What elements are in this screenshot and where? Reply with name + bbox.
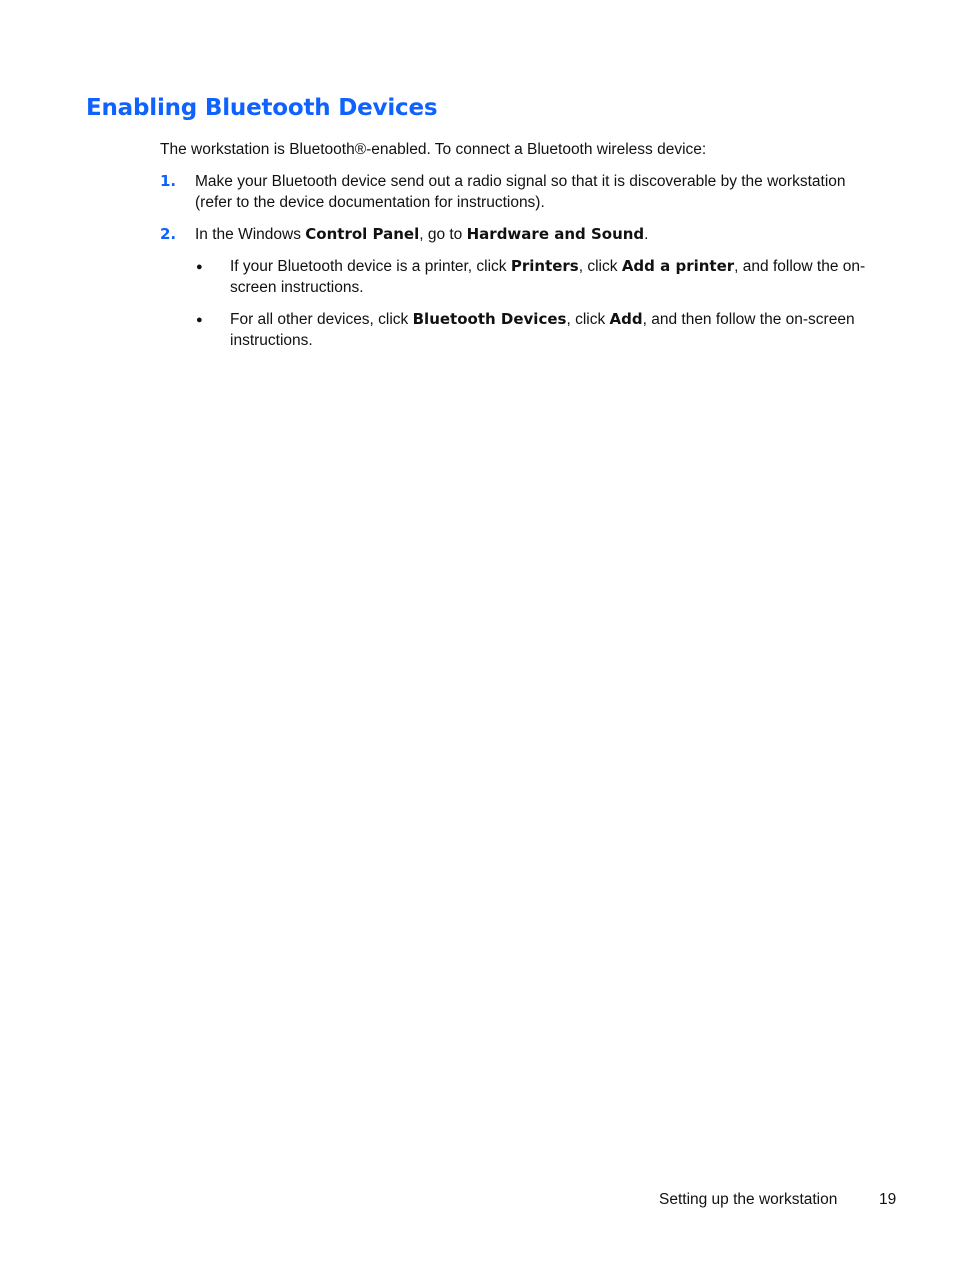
section-title: Enabling Bluetooth Devices <box>86 95 438 121</box>
footer-page-number: 19 <box>879 1191 897 1208</box>
intro-paragraph: The workstation is Bluetooth®-enabled. To connect a Bluetooth wireless device: <box>160 141 707 158</box>
step-2-bold-hardware-and-sound: Hardware and Sound <box>466 225 645 243</box>
bullet-1-bold-add-a-printer: Add a printer <box>621 257 735 275</box>
step-2-bold-control-panel: Control Panel <box>305 225 420 243</box>
bullet-2-marker: ● <box>196 314 203 326</box>
bullet-1-mid: , click <box>578 258 622 275</box>
bullet-2-bold-add: Add <box>609 310 643 328</box>
bullet-1-bold-printers: Printers <box>510 257 579 275</box>
step-1-text: Make your Bluetooth device send out a radio signal so that it is discoverable by the workstation (refer to the device documentation for instructions). <box>195 173 846 211</box>
bullet-2-mid: , click <box>566 311 610 328</box>
bullet-2-post: , and then follow the on-screen instructions. <box>230 311 855 349</box>
footer-chapter-title: Setting up the workstation <box>659 1191 838 1208</box>
bullet-2-text <box>230 309 885 351</box>
step-2-pre: In the Windows <box>195 226 306 243</box>
step-2-number: 2. <box>160 225 177 243</box>
bullet-1-post: , and follow the on-screen instructions. <box>230 258 866 296</box>
bullet-1-pre: If your Bluetooth device is a printer, click <box>230 258 511 275</box>
step-2-post: . <box>644 226 649 243</box>
bullet-1-marker: ● <box>196 261 203 273</box>
step-2-mid: , go to <box>419 226 467 243</box>
bullet-2-bold-bluetooth-devices: Bluetooth Devices <box>412 310 567 328</box>
step-1-number: 1. <box>160 172 177 190</box>
bullet-2-pre: For all other devices, click <box>230 311 413 328</box>
bullet-1-text <box>230 256 885 298</box>
step-2-text <box>195 224 885 245</box>
